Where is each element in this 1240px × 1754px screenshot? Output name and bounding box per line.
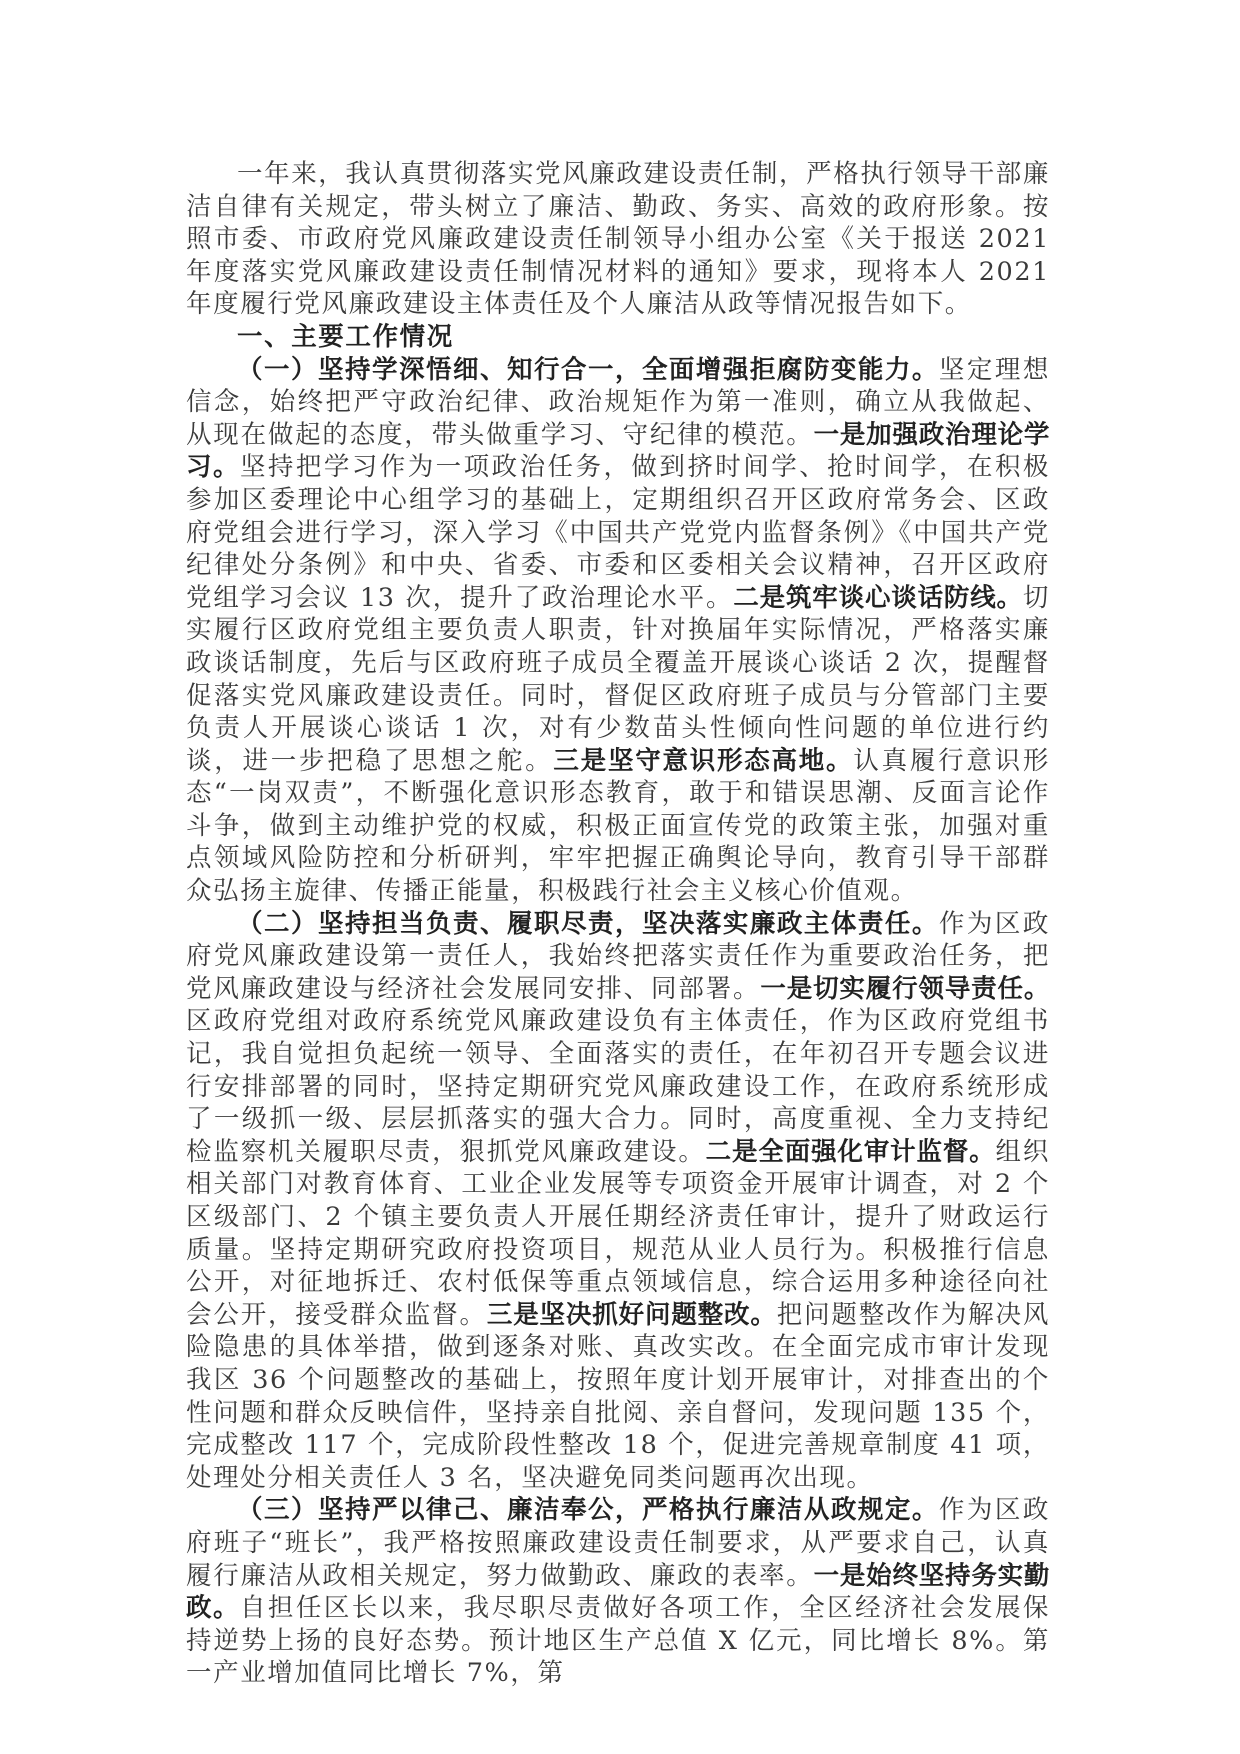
point-3-1-title: 一是始终坚持务实勤政。 <box>186 1560 1050 1624</box>
point-1-1-title: 一是加强政治理论学习。 <box>186 419 1050 483</box>
subsection-2-lead: 作为区政府党风廉政建设第一责任人，我始终把落实责任作为重要政治任务，把党风廉政建设与经济社会发展同安排、同部署。 <box>186 908 1050 1004</box>
point-1-2-title: 二是筑牢谈心谈话防线。 <box>733 582 1023 613</box>
subsection-3-lead: 作为区政府班子“班长”，我严格按照廉政建设责任制要求，从严要求自己，认真履行廉洁从政相关规定，努力做勤政、廉政的表率。 <box>186 1495 1050 1591</box>
document-page <box>186 158 1050 1690</box>
point-3-1-text: 自担任区长以来，我尽职尽责做好各项工作，全区经济社会发展保持逆势上扬的良好态势。预计地区生产总值 X 亿元，同比增长 8%。第一产业增加值同比增长 7%，第 <box>186 1593 1051 1689</box>
subsection-1-lead: 坚定理想信念，始终把严守政治纪律、政治规矩作为第一准则，确立从我做起、从现在做起的态度，带头做重学习、守纪律的模范。 <box>186 354 1050 450</box>
point-2-3-text: 把问题整改作为解决风险隐患的具体举措，做到逐条对账、真改实改。在全面完成市审计发现我区 36 个问题整改的基础上，按照年度计划开展审计，对排查出的个性问题和群众反映信件，坚持亲自批阅、亲自督问，发现问题 135 个，完成整改 117 个，完成阶段性整改 18 个，促进完善规章制度 41 项，处理处分相关责任人 3 名，坚决避免同类问题再次出现。 <box>186 1299 1050 1493</box>
point-2-1-title: 一是切实履行领导责任。 <box>760 973 1050 1004</box>
point-2-1-text: 区政府党组对政府系统党风廉政建设负有主体责任，作为区政府党组书记，我自觉担负起统一领导、全面落实的责任，在年初召开专题会议进行安排部署的同时，坚持定期研究党风廉政建设工作，在政府系统形成了一级抓一级、层层抓落实的强大合力。同时，高度重视、全力支持纪检监察机关履职尽责，狠抓党风廉政建设。 <box>186 1006 1050 1167</box>
point-2-2-title: 二是全面强化审计监督。 <box>705 1136 996 1167</box>
point-2-2-text: 组织相关部门对教育体育、工业企业发展等专项资金开展审计调查，对 2 个区级部门、2 个镇主要负责人开展任期经济责任审计，提升了财政运行质量。坚持定期研究政府投资项目，规范从业人员行为。积极推行信息公开，对征地拆迁、农村低保等重点领域信息，综合运用多种途径向社会公开，接受群众监督。 <box>186 1136 1050 1330</box>
point-1-3-title: 三是坚守意识形态高地。 <box>553 745 854 776</box>
subsection-3-title: （三）坚持严以律己、廉洁奉公，严格执行廉洁从政规定。 <box>237 1495 939 1526</box>
section-heading-main-work: 一、主要工作情况 <box>237 321 454 352</box>
subsection-2-paragraph <box>186 908 1050 1495</box>
point-1-1-text: 坚持把学习作为一项政治任务，做到挤时间学、抢时间学，在积极参加区委理论中心组学习的基础上，定期组织召开区政府常务会、区政府党组会进行学习，深入学习《中国共产党党内监督条例》《中国共产党纪律处分条例》和中央、省委、市委和区委相关会议精神，召开区政府党组学习会议 13 次，提升了政治理论水平。 <box>186 452 1051 613</box>
subsection-1-paragraph <box>186 354 1050 908</box>
intro-paragraph: 一年来，我认真贯彻落实党风廉政建设责任制，严格执行领导干部廉洁自律有关规定，带头树立了廉洁、勤政、务实、高效的政府形象。按照市委、市政府党风廉政建设责任制领导小组办公室《关于报送 2021 年度落实党风廉政建设责任制情况材料的通知》要求，现将本人 2021 年度履行党风廉政建设主体责任及个人廉洁从政等情况报告如下。 <box>186 159 1051 320</box>
subsection-3-paragraph <box>186 1494 1050 1690</box>
point-1-2-text: 切实履行区政府党组主要负责人职责，针对换届年实际情况，严格落实廉政谈话制度，先后与区政府班子成员全覆盖开展谈心谈话 2 次，提醒督促落实党风廉政建设责任。同时，督促区政府班子成员与分管部门主要负责人开展谈心谈话 1 次，对有少数苗头性倾向性问题的单位进行约谈，进一步把稳了思想之舵。 <box>186 582 1050 776</box>
subsection-2-title: （二）坚持担当负责、履职尽责，坚决落实廉政主体责任。 <box>237 908 939 939</box>
point-2-3-title: 三是坚决抓好问题整改。 <box>486 1299 777 1330</box>
point-1-3-text: 认真履行意识形态“一岗双责”，不断强化意识形态教育，敢于和错误思潮、反面言论作斗争，做到主动维护党的权威，积极正面宣传党的政策主张，加强对重点领域风险防控和分析研判，牢牢把握正确舆论导向，教育引导干部群众弘扬主旋律、传播正能量，积极践行社会主义核心价值观。 <box>186 745 1050 907</box>
subsection-1-title: （一）坚持学深悟细、知行合一，全面增强拒腐防变能力。 <box>237 354 939 385</box>
